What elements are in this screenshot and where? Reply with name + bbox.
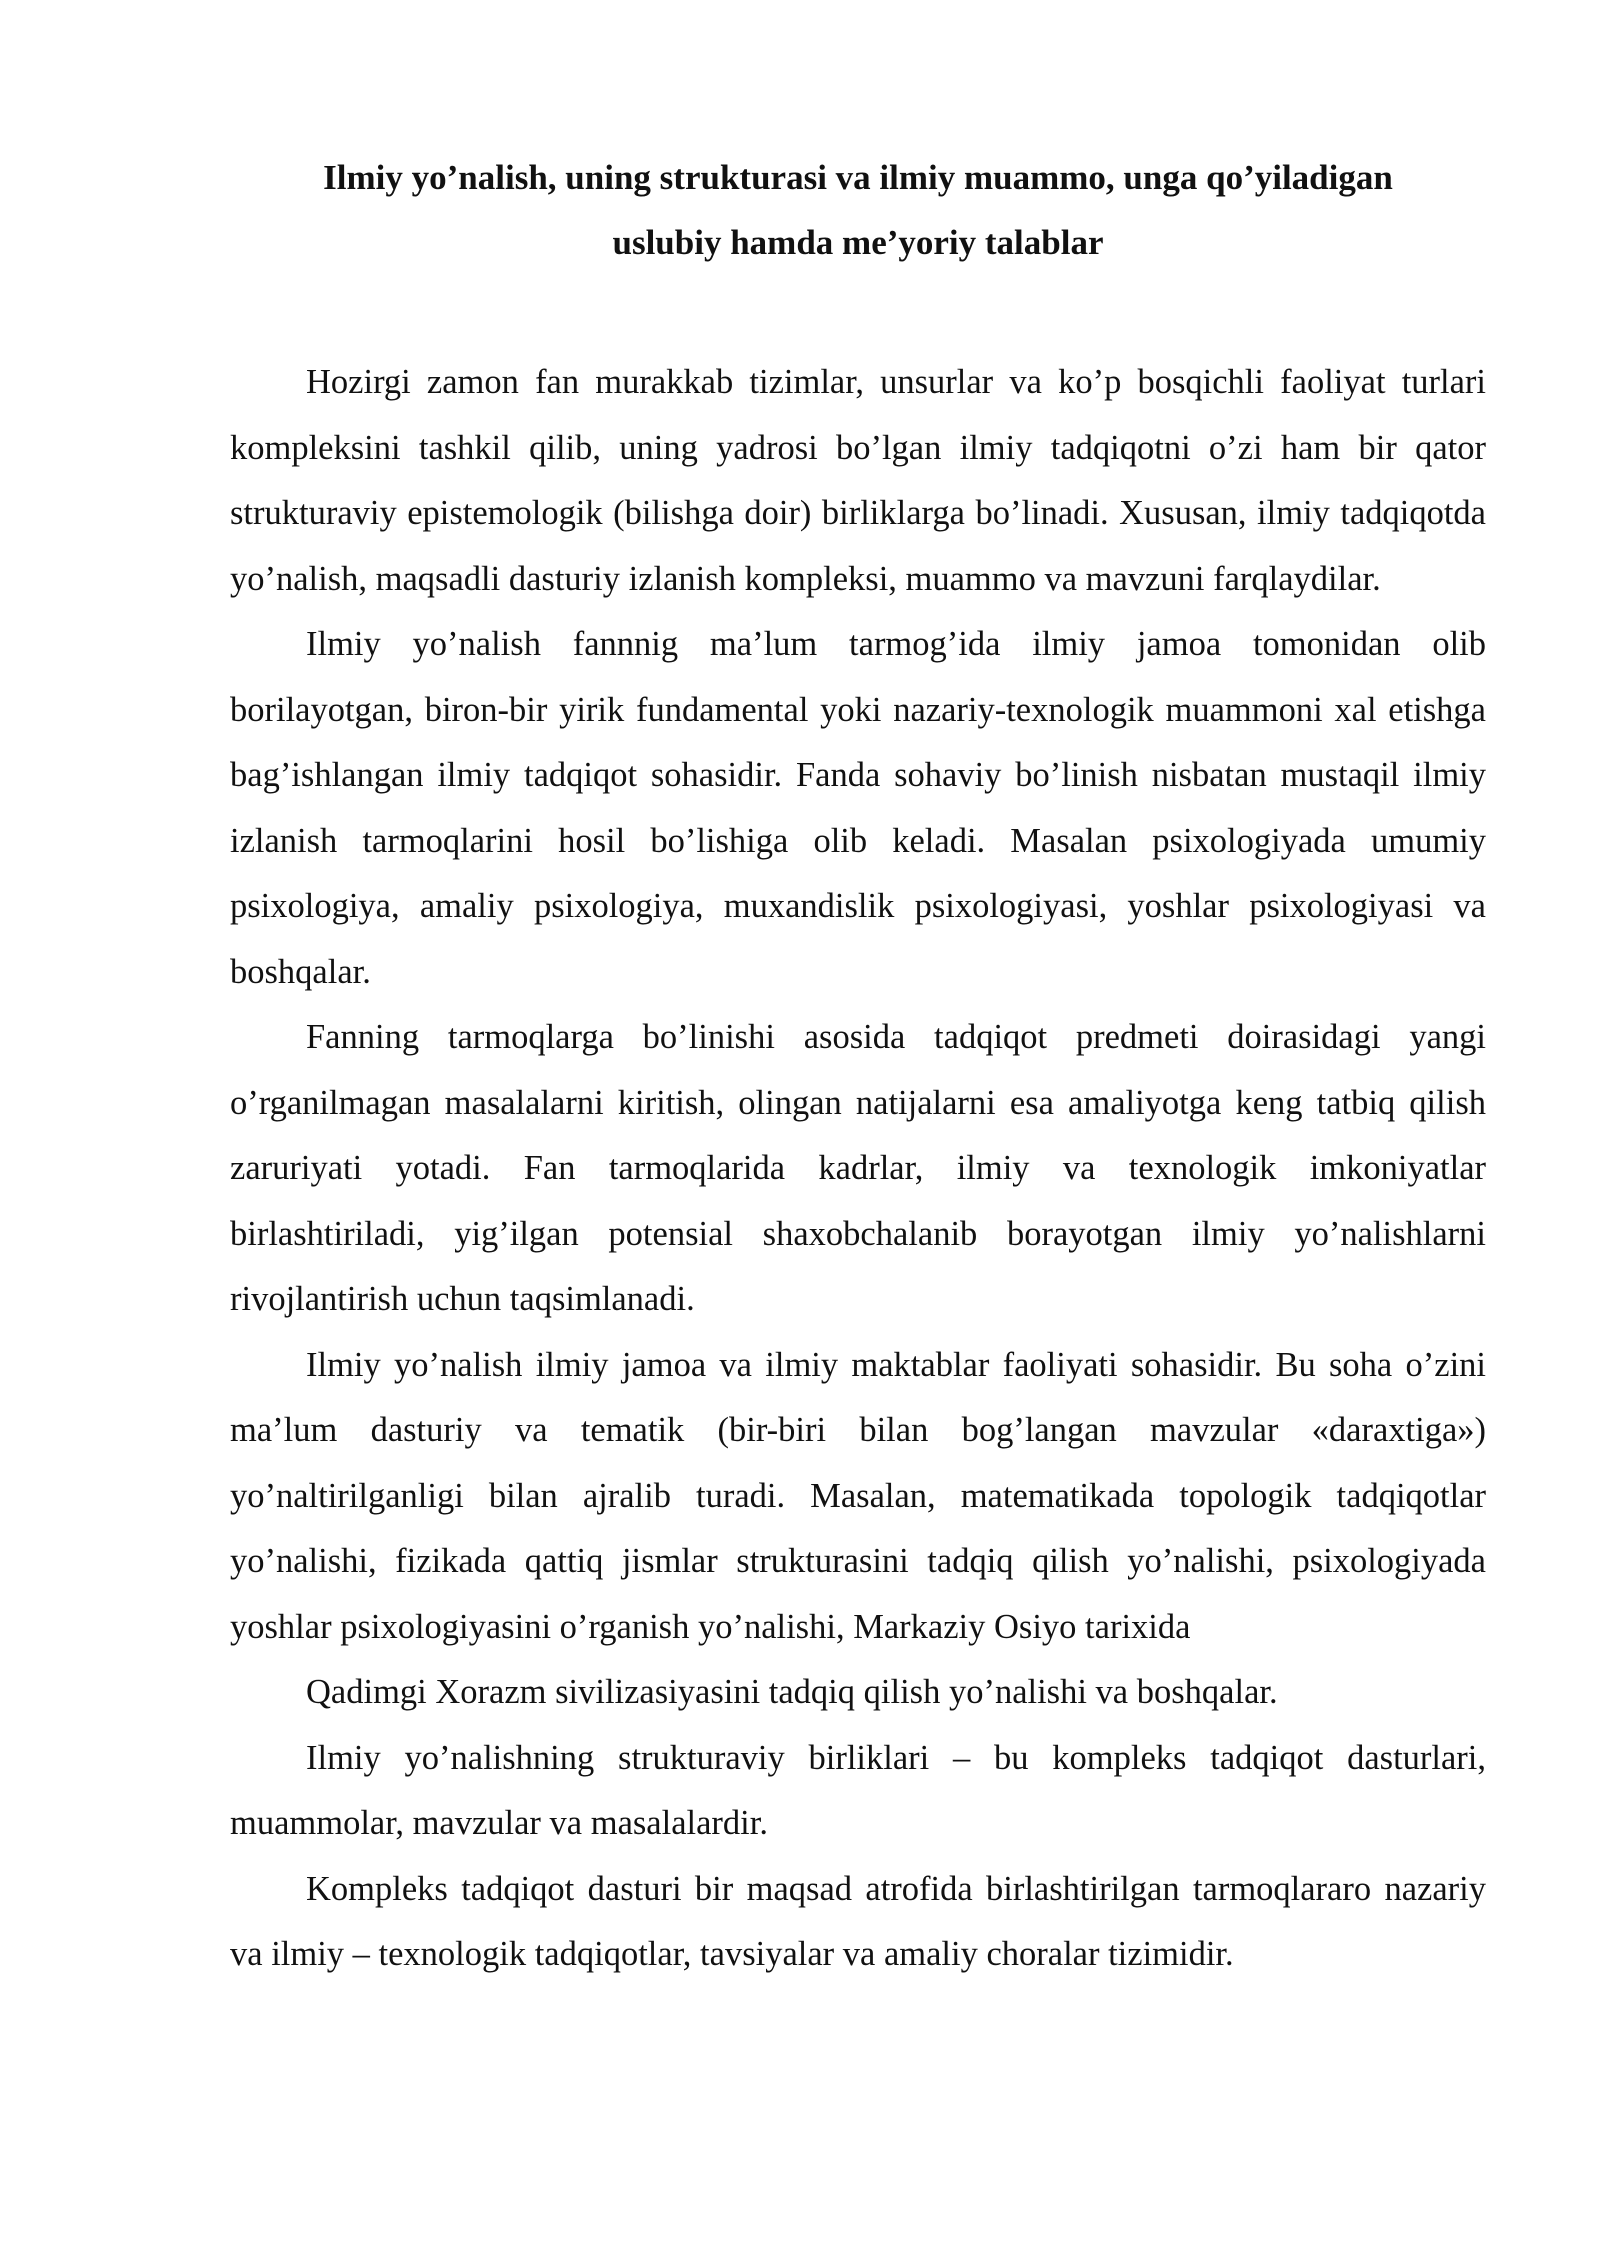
paragraph-5: Qadimgi Xorazm sivilizasiyasini tadqiq qilish yo’nalishi va boshqalar. [306,1673,1278,1711]
paragraph-2: Ilmiy yo’nalish fannnig ma’lum tarmog’ida ilmiy jamoa tomonidan olib borilayotgan, biron-bir yirik fundamental yoki nazariy-texnologik muammoni xal etishga bag’ishlangan ilmiy tadqiqot sohasidir. Fanda sohaviy bo’linish nisbatan mustaqil ilmiy izlanish tarmoqlarini hosil bo’lishiga olib keladi. Masalan psixologiyada umumiy psixologiya, amaliy psixologiya, muxandislik psixologiyasi, yoshlar psixologiyasi va boshqalar. [230,625,1486,991]
paragraph-3: Fanning tarmoqlarga bo’linishi asosida tadqiqot predmeti doirasidagi yangi o’rganilmagan masalalarni kiritish, olingan natijalarni esa amaliyotga keng tatbiq qilish zaruriyati yotadi. Fan tarmoqlarida kadrlar, ilmiy va texnologik imkoniyatlar birlashtiriladi, yig’ilgan potensial shaxobchalanib borayotgan ilmiy yo’nalishlarni rivojlantirish uchun taqsimlanadi. [230,1018,1486,1318]
title-line-2: uslubiy hamda me’yoriy talablar [612,223,1104,262]
document-title [230,145,1486,275]
document-page [230,145,1486,1988]
title-line-1: Ilmiy yo’nalish, uning strukturasi va ilmiy muammo, unga qo’yiladigan [323,158,1393,197]
paragraph-4: Ilmiy yo’nalish ilmiy jamoa va ilmiy maktablar faoliyati sohasidir. Bu soha o’zini ma’lum dasturiy va tematik (bir-biri bilan bog’langan mavzular «daraxtiga») yo’naltirilganligi bilan ajralib turadi. Masalan, matematikada topologik tadqiqotlar yo’nalishi, fizikada qattiq jismlar strukturasini tadqiq qilish yo’nalishi, psixologiyada yoshlar psixologiyasini o’rganish yo’nalishi, Markaziy Osiyo tarixida [230,1345,1486,1646]
paragraph-1: Hozirgi zamon fan murakkab tizimlar, unsurlar va ko’p bosqichli faoliyat turlari kompleksini tashkil qilib, uning yadrosi bo’lgan ilmiy tadqiqotni o’zi ham bir qator strukturaviy epistemologik (bilishga doir) birliklarga bo’linadi. Xususan, ilmiy tadqiqotda yo’nalish, maqsadli dasturiy izlanish kompleksi, muammo va mavzuni farqlaydilar. [230,363,1486,598]
paragraph-6: Ilmiy yo’nalishning strukturaviy birliklari – bu kompleks tadqiqot dasturlari, muammolar, mavzular va masalalardir. [230,1738,1486,1842]
document-body [230,350,1486,1988]
paragraph-7: Kompleks tadqiqot dasturi bir maqsad atrofida birlashtirilgan tarmoqlararo nazariy va ilmiy – texnologik tadqiqotlar, tavsiyalar va amaliy choralar tizimidir. [230,1869,1486,1973]
